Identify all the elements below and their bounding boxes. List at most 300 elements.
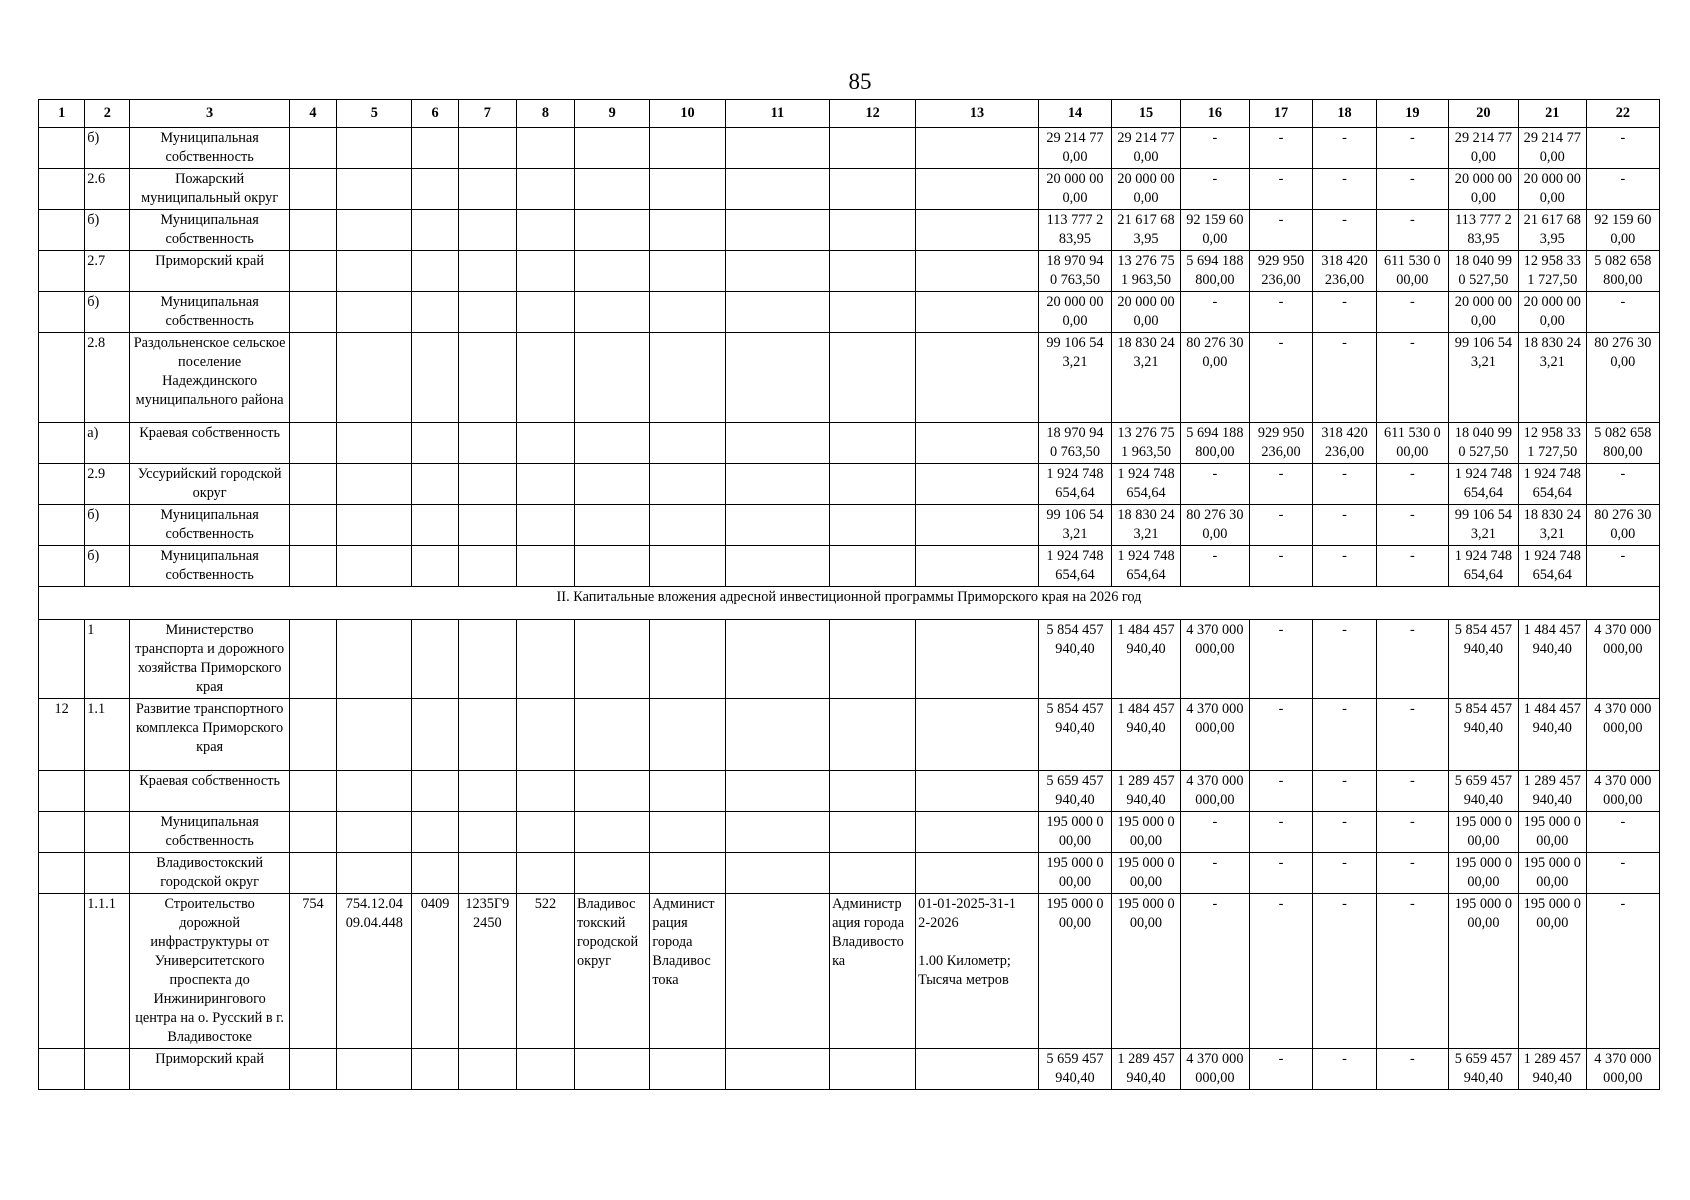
table-cell-col-12 bbox=[830, 333, 916, 423]
table-cell-col-16: - bbox=[1180, 128, 1249, 169]
column-header: 18 bbox=[1313, 100, 1377, 128]
table-cell-col-6 bbox=[412, 853, 458, 894]
table-cell-col-7 bbox=[458, 210, 516, 251]
table-cell-col-12 bbox=[830, 464, 916, 505]
table-cell-col-17: - bbox=[1249, 505, 1313, 546]
table-cell-col-12 bbox=[830, 505, 916, 546]
table-cell-col-19: - bbox=[1376, 620, 1448, 699]
table-cell-col-9 bbox=[574, 333, 649, 423]
table-row bbox=[39, 292, 1660, 333]
table-cell-col-13 bbox=[916, 292, 1039, 333]
budget-table bbox=[38, 99, 1660, 1090]
column-header: 17 bbox=[1249, 100, 1313, 128]
table-cell-col-16: - bbox=[1180, 169, 1249, 210]
table-cell-col-3: Строительство дорожной инфраструктуры от Университетского проспекта до Инжинирингового центра на о. Русский в г. Владивостоке bbox=[130, 894, 289, 1049]
table-cell-col-19: - bbox=[1376, 812, 1448, 853]
table-cell-col-2: 2.6 bbox=[85, 169, 130, 210]
table-cell-col-14: 195 000 0 00,00 bbox=[1038, 853, 1111, 894]
table-cell-col-21: 29 214 77 0,00 bbox=[1518, 128, 1586, 169]
table-cell-col-8 bbox=[516, 505, 574, 546]
table-cell-col-3: Муниципальная собственность bbox=[130, 505, 289, 546]
table-cell-col-4 bbox=[289, 128, 336, 169]
table-cell-col-18: - bbox=[1313, 464, 1377, 505]
table-cell-col-7 bbox=[458, 699, 516, 771]
column-header: 3 bbox=[130, 100, 289, 128]
table-cell-col-8: 522 bbox=[516, 894, 574, 1049]
table-cell-col-15: 1 289 457 940,40 bbox=[1112, 771, 1181, 812]
table-cell-col-4 bbox=[289, 771, 336, 812]
table-cell-col-10 bbox=[650, 210, 725, 251]
table-cell-col-5 bbox=[337, 251, 412, 292]
table-cell-col-12 bbox=[830, 292, 916, 333]
table-cell-col-15: 20 000 00 0,00 bbox=[1112, 292, 1181, 333]
table-cell-col-12 bbox=[830, 699, 916, 771]
table-cell-col-20: 18 040 99 0 527,50 bbox=[1448, 251, 1518, 292]
table-cell-col-11 bbox=[725, 853, 829, 894]
table-cell-col-7 bbox=[458, 333, 516, 423]
table-cell-col-14: 5 659 457 940,40 bbox=[1038, 771, 1111, 812]
table-cell-col-20: 99 106 54 3,21 bbox=[1448, 333, 1518, 423]
table-cell-col-19: - bbox=[1376, 505, 1448, 546]
table-cell-col-6 bbox=[412, 333, 458, 423]
table-cell-col-2 bbox=[85, 812, 130, 853]
table-cell-col-17: - bbox=[1249, 853, 1313, 894]
table-cell-col-15: 13 276 75 1 963,50 bbox=[1112, 251, 1181, 292]
table-row bbox=[39, 169, 1660, 210]
table-row bbox=[39, 464, 1660, 505]
table-cell-col-4 bbox=[289, 333, 336, 423]
table-cell-col-11 bbox=[725, 251, 829, 292]
table-cell-col-11 bbox=[725, 423, 829, 464]
table-cell-col-18: - bbox=[1313, 546, 1377, 587]
table-cell-col-21: 1 924 748 654,64 bbox=[1518, 546, 1586, 587]
table-cell-col-21: 195 000 0 00,00 bbox=[1518, 853, 1586, 894]
table-cell-col-18: - bbox=[1313, 333, 1377, 423]
table-cell-col-10 bbox=[650, 853, 725, 894]
table-cell-col-21: 195 000 0 00,00 bbox=[1518, 894, 1586, 1049]
table-cell-col-9 bbox=[574, 128, 649, 169]
table-cell-col-10 bbox=[650, 771, 725, 812]
table-cell-col-21: 12 958 33 1 727,50 bbox=[1518, 423, 1586, 464]
table-cell-col-19: - bbox=[1376, 333, 1448, 423]
table-cell-col-4 bbox=[289, 620, 336, 699]
table-row bbox=[39, 546, 1660, 587]
table-cell-col-19: - bbox=[1376, 771, 1448, 812]
table-cell-col-13: 01-01-2025-31-1 2-2026 1.00 Километр; Тысяча метров bbox=[916, 894, 1039, 1049]
section-two-heading bbox=[39, 587, 1660, 620]
table-cell-col-20: 18 040 99 0 527,50 bbox=[1448, 423, 1518, 464]
table-row bbox=[39, 699, 1660, 771]
table-cell-col-14: 99 106 54 3,21 bbox=[1038, 333, 1111, 423]
table-cell-col-9 bbox=[574, 169, 649, 210]
table-cell-col-8 bbox=[516, 251, 574, 292]
table-cell-col-18: 318 420 236,00 bbox=[1313, 423, 1377, 464]
table-cell-col-3: Муниципальная собственность bbox=[130, 546, 289, 587]
table-cell-col-21: 20 000 00 0,00 bbox=[1518, 292, 1586, 333]
table-cell-col-11 bbox=[725, 333, 829, 423]
table-cell-col-8 bbox=[516, 812, 574, 853]
table-cell-col-13 bbox=[916, 620, 1039, 699]
table-cell-col-2: б) bbox=[85, 292, 130, 333]
table-cell-col-16: - bbox=[1180, 292, 1249, 333]
table-cell-col-12 bbox=[830, 128, 916, 169]
table-cell-col-14: 195 000 0 00,00 bbox=[1038, 894, 1111, 1049]
table-cell-col-8 bbox=[516, 210, 574, 251]
table-cell-col-13 bbox=[916, 464, 1039, 505]
table-cell-col-3: Краевая собственность bbox=[130, 423, 289, 464]
table-cell-col-17: - bbox=[1249, 546, 1313, 587]
table-cell-col-5 bbox=[337, 169, 412, 210]
table-cell-col-1 bbox=[39, 210, 85, 251]
table-cell-col-15: 1 289 457 940,40 bbox=[1112, 1049, 1181, 1090]
table-cell-col-7 bbox=[458, 505, 516, 546]
table-cell-col-1 bbox=[39, 771, 85, 812]
table-cell-col-22: - bbox=[1586, 292, 1659, 333]
table-cell-col-10 bbox=[650, 292, 725, 333]
table-cell-col-6 bbox=[412, 771, 458, 812]
table-cell-col-18: - bbox=[1313, 128, 1377, 169]
table-cell-col-19: - bbox=[1376, 169, 1448, 210]
table-cell-col-5 bbox=[337, 292, 412, 333]
table-cell-col-1 bbox=[39, 620, 85, 699]
table-cell-col-11 bbox=[725, 292, 829, 333]
table-cell-col-17: - bbox=[1249, 292, 1313, 333]
table-cell-col-10 bbox=[650, 505, 725, 546]
table-cell-col-5 bbox=[337, 699, 412, 771]
table-cell-col-7 bbox=[458, 251, 516, 292]
table-cell-col-2: 1.1.1 bbox=[85, 894, 130, 1049]
table-cell-col-3: Муниципальная собственность bbox=[130, 210, 289, 251]
column-header: 4 bbox=[289, 100, 336, 128]
table-cell-col-11 bbox=[725, 546, 829, 587]
table-cell-col-22: 5 082 658 800,00 bbox=[1586, 423, 1659, 464]
table-cell-col-17: - bbox=[1249, 812, 1313, 853]
table-cell-col-11 bbox=[725, 771, 829, 812]
table-cell-col-16: - bbox=[1180, 546, 1249, 587]
table-cell-col-11 bbox=[725, 620, 829, 699]
table-cell-col-11 bbox=[725, 812, 829, 853]
table-cell-col-19: - bbox=[1376, 853, 1448, 894]
table-cell-col-13 bbox=[916, 169, 1039, 210]
table-cell-col-10 bbox=[650, 620, 725, 699]
table-cell-col-1 bbox=[39, 853, 85, 894]
table-cell-col-5 bbox=[337, 853, 412, 894]
table-cell-col-9 bbox=[574, 251, 649, 292]
table-row bbox=[39, 505, 1660, 546]
table-cell-col-20: 113 777 2 83,95 bbox=[1448, 210, 1518, 251]
table-cell-col-1 bbox=[39, 169, 85, 210]
table-cell-col-5 bbox=[337, 210, 412, 251]
table-cell-col-22: 5 082 658 800,00 bbox=[1586, 251, 1659, 292]
table-cell-col-22: - bbox=[1586, 853, 1659, 894]
table-cell-col-17: - bbox=[1249, 620, 1313, 699]
table-cell-col-15: 1 484 457 940,40 bbox=[1112, 699, 1181, 771]
table-cell-col-8 bbox=[516, 546, 574, 587]
table-cell-col-7 bbox=[458, 423, 516, 464]
table-cell-col-13 bbox=[916, 423, 1039, 464]
table-cell-col-22: - bbox=[1586, 812, 1659, 853]
table-cell-col-18: 318 420 236,00 bbox=[1313, 251, 1377, 292]
table-cell-col-22: - bbox=[1586, 546, 1659, 587]
table-cell-col-12 bbox=[830, 812, 916, 853]
table-cell-col-22: - bbox=[1586, 894, 1659, 1049]
table-cell-col-2: 2.7 bbox=[85, 251, 130, 292]
table-row bbox=[39, 812, 1660, 853]
table-cell-col-13 bbox=[916, 128, 1039, 169]
table-cell-col-13 bbox=[916, 210, 1039, 251]
table-row bbox=[39, 894, 1660, 1049]
table-cell-col-9 bbox=[574, 464, 649, 505]
table-cell-col-10 bbox=[650, 464, 725, 505]
table-cell-col-14: 1 924 748 654,64 bbox=[1038, 546, 1111, 587]
table-cell-col-16: 5 694 188 800,00 bbox=[1180, 423, 1249, 464]
table-cell-col-10 bbox=[650, 128, 725, 169]
table-cell-col-2: а) bbox=[85, 423, 130, 464]
table-row bbox=[39, 1049, 1660, 1090]
table-cell-col-4 bbox=[289, 210, 336, 251]
table-cell-col-8 bbox=[516, 771, 574, 812]
table-cell-col-22: 80 276 30 0,00 bbox=[1586, 333, 1659, 423]
table-row bbox=[39, 251, 1660, 292]
section-two-rows bbox=[39, 620, 1660, 1090]
table-cell-col-14: 1 924 748 654,64 bbox=[1038, 464, 1111, 505]
table-cell-col-5: 754.12.04 09.04.448 bbox=[337, 894, 412, 1049]
table-cell-col-21: 18 830 24 3,21 bbox=[1518, 333, 1586, 423]
table-cell-col-3: Муниципальная собственность bbox=[130, 128, 289, 169]
table-cell-col-12 bbox=[830, 169, 916, 210]
table-cell-col-14: 18 970 94 0 763,50 bbox=[1038, 251, 1111, 292]
table-cell-col-14: 20 000 00 0,00 bbox=[1038, 292, 1111, 333]
table-cell-col-22: 80 276 30 0,00 bbox=[1586, 505, 1659, 546]
table-cell-col-18: - bbox=[1313, 894, 1377, 1049]
table-cell-col-6 bbox=[412, 505, 458, 546]
table-cell-col-9 bbox=[574, 546, 649, 587]
table-cell-col-19: - bbox=[1376, 464, 1448, 505]
table-cell-col-16: 4 370 000 000,00 bbox=[1180, 620, 1249, 699]
table-cell-col-13 bbox=[916, 699, 1039, 771]
table-cell-col-2: 2.8 bbox=[85, 333, 130, 423]
table-cell-col-18: - bbox=[1313, 771, 1377, 812]
table-cell-col-15: 18 830 24 3,21 bbox=[1112, 505, 1181, 546]
table-cell-col-12 bbox=[830, 853, 916, 894]
section-title-row bbox=[39, 587, 1660, 620]
table-cell-col-17: - bbox=[1249, 333, 1313, 423]
table-cell-col-4 bbox=[289, 169, 336, 210]
column-header: 12 bbox=[830, 100, 916, 128]
table-cell-col-1 bbox=[39, 251, 85, 292]
column-header: 16 bbox=[1180, 100, 1249, 128]
column-header: 20 bbox=[1448, 100, 1518, 128]
table-cell-col-2 bbox=[85, 853, 130, 894]
table-cell-col-20: 29 214 77 0,00 bbox=[1448, 128, 1518, 169]
table-cell-col-16: 4 370 000 000,00 bbox=[1180, 771, 1249, 812]
table-cell-col-21: 1 289 457 940,40 bbox=[1518, 771, 1586, 812]
table-cell-col-17: - bbox=[1249, 771, 1313, 812]
table-cell-col-5 bbox=[337, 546, 412, 587]
table-cell-col-16: 92 159 60 0,00 bbox=[1180, 210, 1249, 251]
table-cell-col-2: б) bbox=[85, 128, 130, 169]
table-cell-col-22: - bbox=[1586, 169, 1659, 210]
section-title: II. Капитальные вложения адресной инвестиционной программы Приморского края на 2026 год bbox=[39, 587, 1660, 620]
table-cell-col-22: 4 370 000 000,00 bbox=[1586, 620, 1659, 699]
table-cell-col-20: 5 854 457 940,40 bbox=[1448, 699, 1518, 771]
table-cell-col-16: 80 276 30 0,00 bbox=[1180, 505, 1249, 546]
table-cell-col-19: - bbox=[1376, 128, 1448, 169]
table-cell-col-3: Приморский край bbox=[130, 251, 289, 292]
table-cell-col-5 bbox=[337, 423, 412, 464]
table-cell-col-9 bbox=[574, 505, 649, 546]
table-cell-col-11 bbox=[725, 169, 829, 210]
table-cell-col-5 bbox=[337, 620, 412, 699]
table-cell-col-21: 1 924 748 654,64 bbox=[1518, 464, 1586, 505]
table-cell-col-2 bbox=[85, 1049, 130, 1090]
column-header: 5 bbox=[337, 100, 412, 128]
table-cell-col-14: 5 659 457 940,40 bbox=[1038, 1049, 1111, 1090]
table-cell-col-4 bbox=[289, 251, 336, 292]
table-cell-col-9 bbox=[574, 292, 649, 333]
table-cell-col-5 bbox=[337, 771, 412, 812]
table-cell-col-20: 195 000 0 00,00 bbox=[1448, 894, 1518, 1049]
table-cell-col-1 bbox=[39, 423, 85, 464]
table-cell-col-8 bbox=[516, 423, 574, 464]
table-cell-col-18: - bbox=[1313, 169, 1377, 210]
table-cell-col-14: 29 214 77 0,00 bbox=[1038, 128, 1111, 169]
table-row bbox=[39, 128, 1660, 169]
column-header: 11 bbox=[725, 100, 829, 128]
table-cell-col-10 bbox=[650, 1049, 725, 1090]
table-row bbox=[39, 333, 1660, 423]
table-cell-col-17: 929 950 236,00 bbox=[1249, 251, 1313, 292]
table-cell-col-6 bbox=[412, 128, 458, 169]
table-cell-col-5 bbox=[337, 333, 412, 423]
table-cell-col-18: - bbox=[1313, 210, 1377, 251]
table-cell-col-12 bbox=[830, 210, 916, 251]
table-cell-col-9 bbox=[574, 699, 649, 771]
table-cell-col-5 bbox=[337, 128, 412, 169]
table-cell-col-14: 5 854 457 940,40 bbox=[1038, 699, 1111, 771]
table-cell-col-16: 4 370 000 000,00 bbox=[1180, 699, 1249, 771]
table-cell-col-3: Приморский край bbox=[130, 1049, 289, 1090]
table-cell-col-6 bbox=[412, 169, 458, 210]
table-cell-col-20: 99 106 54 3,21 bbox=[1448, 505, 1518, 546]
table-cell-col-22: 92 159 60 0,00 bbox=[1586, 210, 1659, 251]
table-cell-col-14: 195 000 0 00,00 bbox=[1038, 812, 1111, 853]
table-cell-col-7 bbox=[458, 620, 516, 699]
column-header: 6 bbox=[412, 100, 458, 128]
table-cell-col-10 bbox=[650, 812, 725, 853]
table-cell-col-7 bbox=[458, 169, 516, 210]
table-cell-col-6 bbox=[412, 251, 458, 292]
table-cell-col-21: 12 958 33 1 727,50 bbox=[1518, 251, 1586, 292]
table-cell-col-1 bbox=[39, 812, 85, 853]
table-cell-col-14: 99 106 54 3,21 bbox=[1038, 505, 1111, 546]
table-cell-col-20: 5 659 457 940,40 bbox=[1448, 1049, 1518, 1090]
table-cell-col-8 bbox=[516, 292, 574, 333]
table-cell-col-18: - bbox=[1313, 292, 1377, 333]
table-cell-col-18: - bbox=[1313, 853, 1377, 894]
table-cell-col-21: 1 484 457 940,40 bbox=[1518, 620, 1586, 699]
table-cell-col-19: 611 530 0 00,00 bbox=[1376, 251, 1448, 292]
table-cell-col-19: - bbox=[1376, 546, 1448, 587]
table-cell-col-6 bbox=[412, 292, 458, 333]
table-cell-col-3: Уссурийский городской округ bbox=[130, 464, 289, 505]
table-row bbox=[39, 210, 1660, 251]
table-cell-col-1: 12 bbox=[39, 699, 85, 771]
table-cell-col-18: - bbox=[1313, 620, 1377, 699]
table-cell-col-17: - bbox=[1249, 128, 1313, 169]
table-cell-col-17: - bbox=[1249, 464, 1313, 505]
table-cell-col-9 bbox=[574, 1049, 649, 1090]
table-cell-col-15: 13 276 75 1 963,50 bbox=[1112, 423, 1181, 464]
table-cell-col-9 bbox=[574, 812, 649, 853]
table-cell-col-4: 754 bbox=[289, 894, 336, 1049]
table-cell-col-21: 20 000 00 0,00 bbox=[1518, 169, 1586, 210]
table-cell-col-1 bbox=[39, 128, 85, 169]
table-cell-col-7 bbox=[458, 812, 516, 853]
table-cell-col-3: Министерство транспорта и дорожного хозяйства Приморского края bbox=[130, 620, 289, 699]
table-cell-col-22: - bbox=[1586, 464, 1659, 505]
table-cell-col-15: 21 617 68 3,95 bbox=[1112, 210, 1181, 251]
table-cell-col-5 bbox=[337, 812, 412, 853]
table-cell-col-6 bbox=[412, 464, 458, 505]
table-cell-col-7 bbox=[458, 771, 516, 812]
table-cell-col-10 bbox=[650, 423, 725, 464]
table-cell-col-13 bbox=[916, 251, 1039, 292]
table-cell-col-20: 1 924 748 654,64 bbox=[1448, 546, 1518, 587]
table-cell-col-8 bbox=[516, 128, 574, 169]
table-cell-col-9 bbox=[574, 210, 649, 251]
table-cell-col-18: - bbox=[1313, 1049, 1377, 1090]
table-row bbox=[39, 853, 1660, 894]
table-cell-col-16: - bbox=[1180, 812, 1249, 853]
column-header: 21 bbox=[1518, 100, 1586, 128]
table-cell-col-17: - bbox=[1249, 210, 1313, 251]
table-cell-col-14: 18 970 94 0 763,50 bbox=[1038, 423, 1111, 464]
table-row bbox=[39, 423, 1660, 464]
table-cell-col-8 bbox=[516, 1049, 574, 1090]
table-cell-col-7 bbox=[458, 546, 516, 587]
table-cell-col-4 bbox=[289, 464, 336, 505]
table-cell-col-2: б) bbox=[85, 546, 130, 587]
table-cell-col-15: 1 924 748 654,64 bbox=[1112, 546, 1181, 587]
table-cell-col-13 bbox=[916, 505, 1039, 546]
table-cell-col-2 bbox=[85, 771, 130, 812]
table-cell-col-6 bbox=[412, 1049, 458, 1090]
table-cell-col-21: 1 484 457 940,40 bbox=[1518, 699, 1586, 771]
table-cell-col-8 bbox=[516, 464, 574, 505]
table-row bbox=[39, 771, 1660, 812]
table-cell-col-1 bbox=[39, 1049, 85, 1090]
table-cell-col-19: 611 530 0 00,00 bbox=[1376, 423, 1448, 464]
table-cell-col-4 bbox=[289, 292, 336, 333]
table-cell-col-20: 20 000 00 0,00 bbox=[1448, 169, 1518, 210]
table-cell-col-11 bbox=[725, 210, 829, 251]
column-header: 2 bbox=[85, 100, 130, 128]
table-cell-col-15: 29 214 77 0,00 bbox=[1112, 128, 1181, 169]
table-cell-col-7 bbox=[458, 128, 516, 169]
table-cell-col-20: 1 924 748 654,64 bbox=[1448, 464, 1518, 505]
table-cell-col-1 bbox=[39, 546, 85, 587]
table-cell-col-19: - bbox=[1376, 292, 1448, 333]
table-cell-col-3: Владивостокский городской округ bbox=[130, 853, 289, 894]
table-cell-col-11 bbox=[725, 505, 829, 546]
table-cell-col-19: - bbox=[1376, 894, 1448, 1049]
table-cell-col-22: 4 370 000 000,00 bbox=[1586, 771, 1659, 812]
table-cell-col-2: 2.9 bbox=[85, 464, 130, 505]
table-cell-col-6: 0409 bbox=[412, 894, 458, 1049]
table-cell-col-20: 195 000 0 00,00 bbox=[1448, 853, 1518, 894]
table-cell-col-1 bbox=[39, 464, 85, 505]
